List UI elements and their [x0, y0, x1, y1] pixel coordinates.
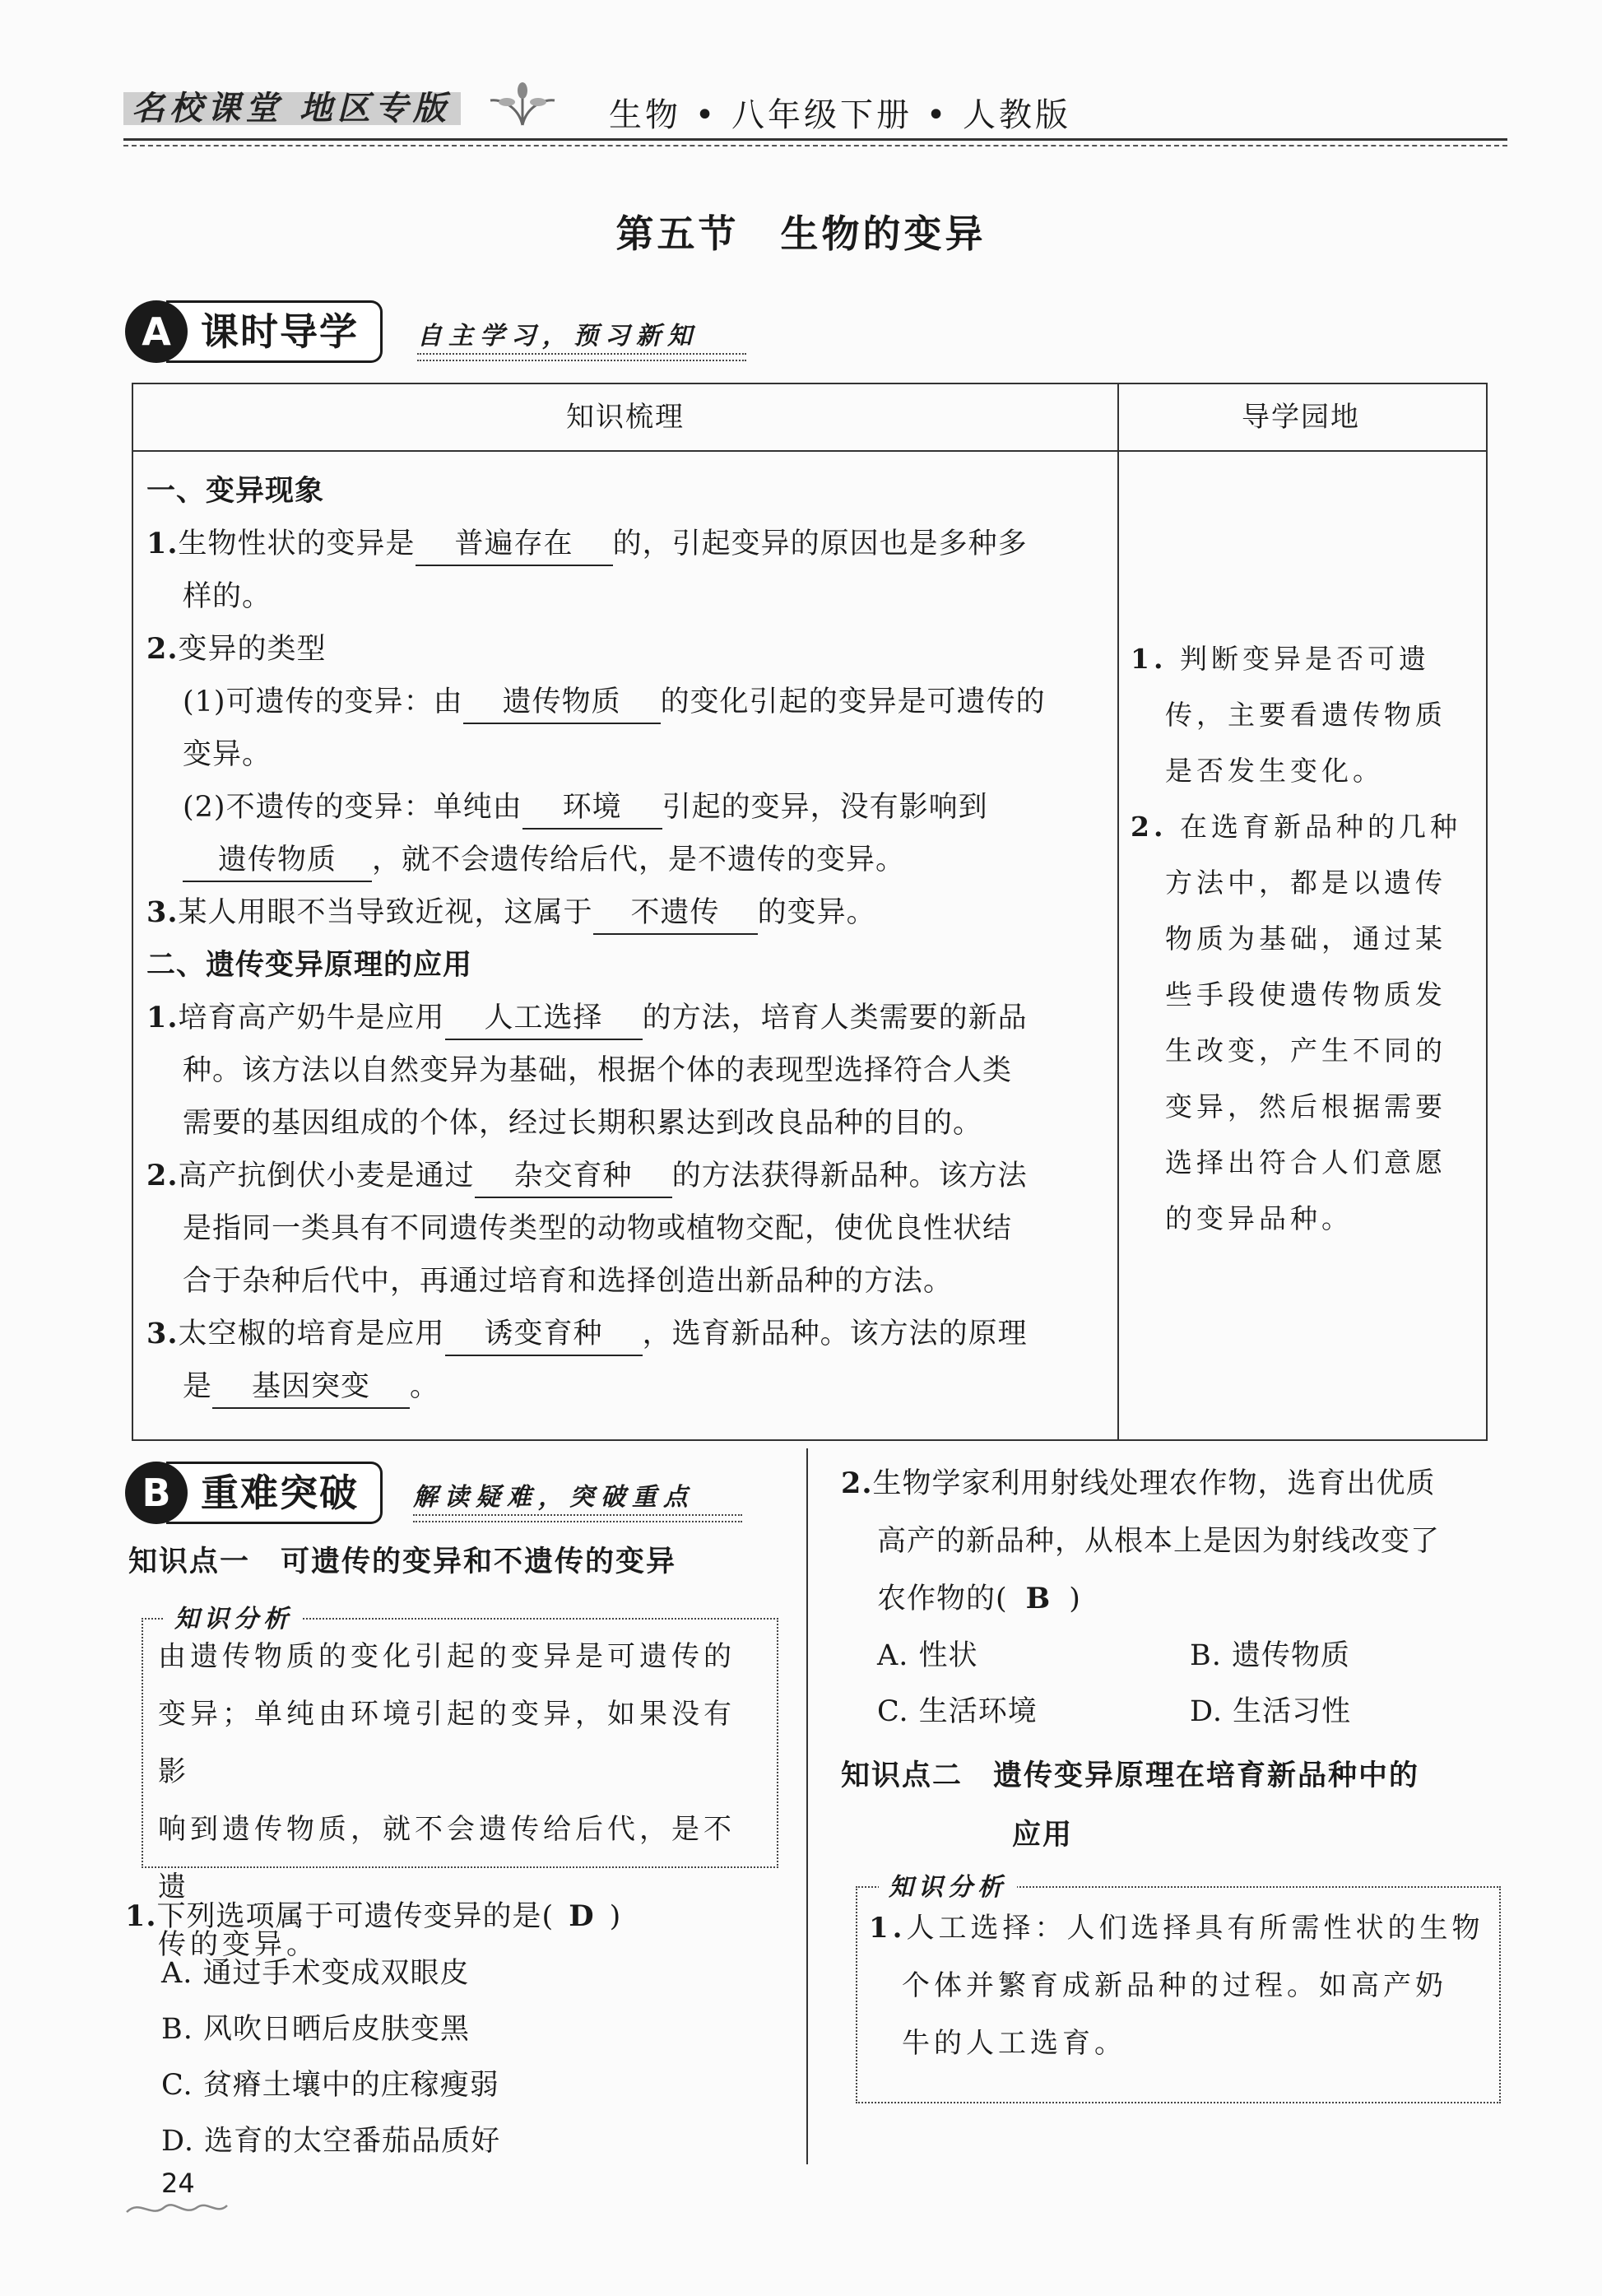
- analysis-box-2-title: 知识分析: [879, 1866, 1017, 1903]
- answer-blank: 遗传物质: [183, 839, 372, 882]
- option-a: A. 性状: [877, 1639, 978, 1672]
- item-j1: 1.培育高产奶牛是应用 人工选择 的方法，培育人类需要的新品: [146, 992, 1106, 1044]
- section-b-slogan: 解读疑难，突破重点: [413, 1483, 694, 1512]
- brand-title: 名校课堂 地区专版: [132, 89, 451, 128]
- section-a-name: 课时导学: [166, 300, 383, 363]
- section-b-letter: B: [125, 1462, 188, 1524]
- answer-blank: 杂交育种: [475, 1155, 672, 1198]
- option-d: D. 选育的太空番茄品质好: [161, 2125, 501, 2158]
- book-info: 生物 • 八年级下册 • 人教版: [609, 96, 1072, 134]
- item-2b: (2)不遗传的变异：单纯由 环境 引起的变异，没有影响到: [146, 781, 1106, 834]
- item-j3: 3.太空椒的培育是应用 诱变育种 ，选育新品种。该方法的原理: [146, 1308, 1106, 1360]
- knowledge-point-2: 知识点二 遗传变异原理在培育新品种中的 应用: [841, 1759, 1420, 1852]
- option-d: D. 生活习性: [1190, 1695, 1352, 1728]
- section-b-banner: [125, 1462, 750, 1524]
- page-title: 第五节 生物的变异: [615, 211, 987, 256]
- analysis-box-1-title: 知识分析: [165, 1598, 303, 1634]
- item-2: 2.变异的类型: [146, 632, 327, 666]
- option-b: B. 遗传物质: [1190, 1639, 1350, 1672]
- item-j2: 2.高产抗倒伏小麦是通过 杂交育种 的方法获得新品种。该方法: [146, 1150, 1106, 1202]
- answer-blank: 遗传物质: [463, 681, 661, 724]
- section-a-letter: A: [125, 300, 188, 363]
- section-a-slogan: 自主学习，预习新知: [417, 322, 699, 351]
- heading-application: 二、遗传变异原理的应用: [146, 949, 473, 982]
- option-c: C. 贫瘠土壤中的庄稼瘦弱: [161, 2069, 499, 2102]
- item-3: 3.某人用眼不当导致近视，这属于 不遗传 的变异。: [146, 886, 1106, 939]
- wheat-ornament-icon: [485, 82, 560, 128]
- footer-swirl-icon: [123, 2196, 230, 2220]
- section-b-name: 重难突破: [166, 1462, 383, 1524]
- item-1: 1.生物性状的变异是 普遍存在 的，引起变异的原因也是多种多: [146, 518, 1106, 570]
- answer-blank: 诱变育种: [445, 1313, 643, 1356]
- analysis-box-1: 知识分析 由遗传物质的变化引起的变异是可遗传的 变异；单纯由环境引起的变异，如果没有影 响到遗传物质，就不会遗传给后代，是不遗 传的变异。: [142, 1618, 778, 1868]
- answer-blank: 不遗传: [593, 892, 758, 935]
- study-guide-table: [132, 383, 1488, 1441]
- option-b: B. 风吹日晒后皮肤变黑: [161, 2013, 470, 2046]
- question-1: 1.下列选项属于可遗传变异的是( D ) A. 通过手术变成双眼皮 B. 风吹日晒后皮肤变黑 C. 贫瘠土壤中的庄稼瘦弱 D. 选育的太空番茄品质好: [125, 1888, 783, 2169]
- analysis-box-2: 知识分析 1.人工选择：人们选择具有所需性状的生物 个体并繁育成新品种的过程。如高产奶 牛的人工选育。: [856, 1886, 1501, 2103]
- knowledge-point-1: 知识点一 可遗传的变异和不遗传的变异: [128, 1545, 677, 1578]
- table-header-guide: 导学园地: [1242, 401, 1360, 434]
- column-divider: [806, 1448, 808, 2164]
- answer-choice: B: [1025, 1582, 1052, 1615]
- answer-blank: 基因突变: [212, 1366, 410, 1409]
- heading-variation: 一、变异现象: [146, 475, 325, 508]
- item-2a: (1)可遗传的变异：由 遗传物质 的变化引起的变异是可遗传的: [146, 676, 1106, 728]
- answer-blank: 环境: [522, 787, 662, 830]
- option-c: C. 生活环境: [877, 1695, 1038, 1728]
- answer-choice: D: [569, 1899, 595, 1933]
- header-rule: [123, 138, 1507, 141]
- header-rule-dashed: [123, 145, 1507, 146]
- question-2: 2.生物学家利用射线处理农作物，选育出优质 高产的新品种，从根本上是因为射线改变了 农作物的( B ) A. 性状 B. 遗传物质 C. 生活环境 D. 生活习性: [841, 1455, 1499, 1740]
- knowledge-column: 一、变异现象 1.生物性状的变异是 普遍存在 的，引起变异的原因也是多种多 样的。 2.变异的类型 (1)可遗传的变异：由 遗传物质 的变化引起的变异是可遗传的 变异。 (2)不遗传的变异：单纯由 环境 引起的变异，没有影响到 遗传物质 ，就不会遗传给后代，是不遗传的变异。 3.某人用眼不当导致近视，这属于 不遗传 的变异。 二、遗传变异原理的应用 1.培育高产奶牛是应用 人工选择 的方法，培育人类需要的新品 种。该方法以自然变异为基础，根据个体的表现型选择符合人类 需要的基因组成的个体，经过长期积累达到改良品种的目的。 2.高产抗倒伏小麦是通过 杂交育种 的方法获得新品种。该方法 是指同一类具有不同遗传类型的动物或植物交配，使优良性状结 合于杂种后代中，再通过培育和选择创造出新品种的方法。 3.太空椒的培育是应用 诱变育种 ，选育新品种。该方法的原理 是 基因突变 。: [146, 465, 1106, 1413]
- table-header-knowledge: 知识梳理: [566, 401, 685, 434]
- tip-2: 2. 在选育新品种的几种: [1131, 811, 1461, 843]
- section-a-banner: [125, 300, 750, 363]
- page-number: 24: [161, 2168, 195, 2199]
- tip-1: 1. 判断变异是否可遗: [1131, 643, 1430, 675]
- option-a: A. 通过手术变成双眼皮: [161, 1957, 470, 1990]
- answer-blank: 普遍存在: [416, 523, 613, 566]
- guide-column: 1. 判断变异是否可遗 传，主要看遗传物质 是否发生变化。 2. 在选育新品种的几种 方法中，都是以遗传 物质为基础，通过某 些手段使遗传物质发 生改变，产生不同的 变异，然后根据需要 选择出符合人们意愿 的变异品种。: [1131, 631, 1476, 1247]
- answer-blank: 人工选择: [445, 997, 643, 1040]
